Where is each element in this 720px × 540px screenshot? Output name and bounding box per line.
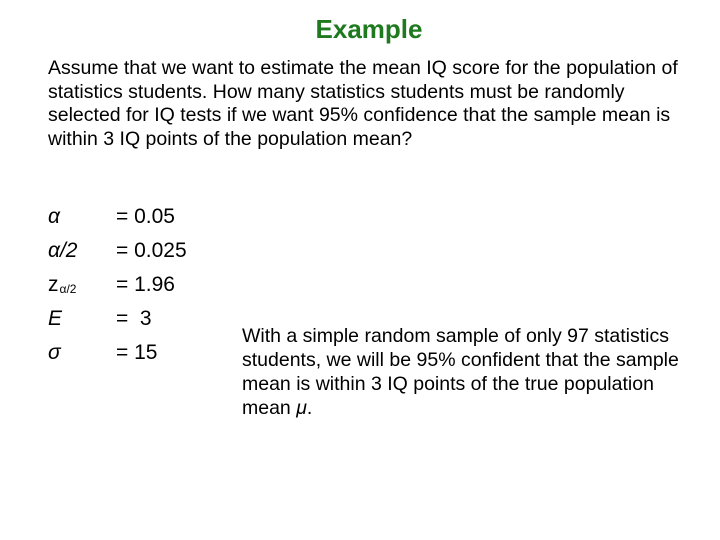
conclusion-text (242, 324, 702, 420)
variable-symbol: E (48, 307, 63, 330)
conclusion-body: With a simple random sample of only 97 statistics students, we will be 95% confident that the sample mean is within 3 IQ points of the true population mean (242, 325, 679, 419)
variable-value: = 0.05 (116, 205, 175, 228)
z-subscript: α/2 (59, 282, 77, 296)
variable-symbol (48, 273, 76, 297)
slide-title: Example (315, 14, 423, 44)
problem-statement: Assume that we want to estimate the mean IQ score for the population of statistics students. How many statistics students must be randomly selected for IQ tests if we want 95% confidence that the sample mean is within 3 IQ points of the population mean? (48, 57, 678, 150)
variable-value: = 0.025 (116, 239, 187, 262)
conclusion-period: . (306, 397, 313, 419)
variable-symbol: α/2 (48, 239, 78, 262)
mu-symbol: μ (296, 397, 307, 419)
variable-value: = 15 (116, 341, 158, 364)
variable-symbol: σ (48, 341, 61, 364)
z-letter: z (48, 273, 59, 296)
variable-symbol: α (48, 205, 60, 228)
variable-value: = 1.96 (116, 273, 175, 296)
variable-value: = 3 (116, 307, 152, 330)
